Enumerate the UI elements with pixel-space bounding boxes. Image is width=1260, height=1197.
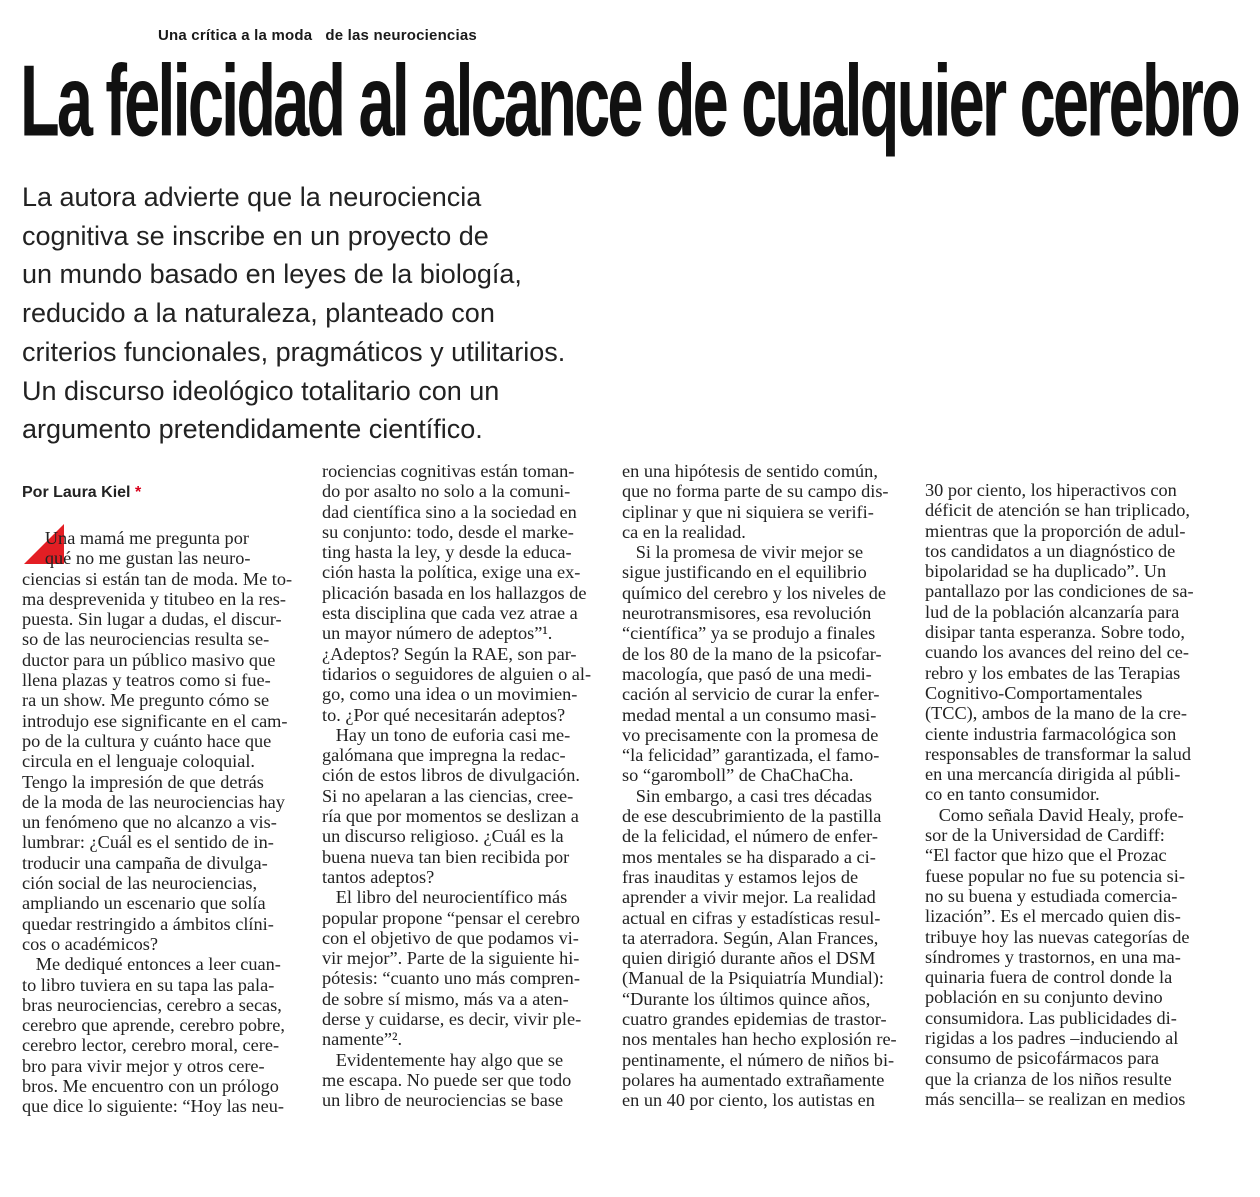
article-line: ta aterradora. Según, Alan Frances, — [622, 927, 879, 948]
article-line: vir mejor”. Parte de la siguiente hi- — [322, 948, 580, 969]
article-line: un libro de neurociencias se base — [322, 1090, 564, 1111]
article-line: más sencilla– se realizan en medios — [925, 1088, 1186, 1109]
article-column-1 — [22, 528, 305, 1117]
lead-line: un mundo basado en leyes de la biología, — [22, 259, 522, 290]
article-column-3 — [622, 461, 905, 1111]
article-line: derse y cuidarse, es decir, vivir ple- — [322, 1009, 582, 1030]
article-line: que no forma parte de su campo dis- — [622, 481, 889, 502]
article-line: bipolaridad se ha duplicado”. Un — [925, 561, 1167, 582]
article-line: cuando los avances del reino del ce- — [925, 642, 1189, 663]
article-line: sigue justificando en el equilibrio — [622, 562, 867, 583]
article-line: macología, que pasó de una medi- — [622, 663, 872, 684]
article-line: pentinamente, el número de niños bi- — [622, 1049, 895, 1070]
article-line: llena plazas y teatros como si fue- — [22, 670, 271, 691]
article-line: en un 40 por ciento, los autistas en — [622, 1090, 875, 1111]
article-line: buena nueva tan bien recibida por — [322, 846, 570, 867]
article-line: Cognitivo-Comportamentales — [925, 682, 1143, 703]
article-line: que la crianza de los niños resulte — [925, 1068, 1172, 1089]
article-line: de la felicidad, el número de enfer- — [622, 826, 878, 847]
article-line: de los 80 de la mano de la psicofar- — [622, 643, 882, 664]
lead-line: cognitiva se inscribe en un proyecto de — [22, 220, 489, 251]
article-line: de ese descubrimiento de la pastilla — [622, 806, 882, 827]
article-line: fras inauditas y estamos lejos de — [622, 866, 859, 887]
article-line: quinaria fuera de control donde la — [925, 967, 1173, 988]
article-line: déficit de atención se han triplicado, — [925, 500, 1190, 521]
article-line: qué no me gustan las neuro- — [22, 548, 251, 569]
article-line: ciencias si están tan de moda. Me to- — [22, 568, 293, 589]
article-line: que dice lo siguiente: “Hoy las neu- — [22, 1096, 284, 1117]
article-line: Si no apelaran a las ciencias, cree- — [322, 785, 574, 806]
article-line: “científica” ya se produjo a finales — [622, 623, 876, 644]
article-line: bro para vivir mejor y otros cere- — [22, 1055, 265, 1076]
article-line: po de la cultura y cuánto hace que — [22, 730, 272, 751]
article-line: síndromes y trastornos, en una ma- — [925, 946, 1181, 967]
article-line: bras neurociencias, cerebro a secas, — [22, 994, 282, 1015]
lead-line: criterios funcionales, pragmáticos y utilitarios. — [22, 336, 566, 367]
article-line: Evidentemente hay algo que se — [322, 1049, 564, 1070]
article-line: sor de la Universidad de Cardiff: — [925, 825, 1165, 846]
article-line: popular propone “pensar el cerebro — [322, 907, 580, 928]
article-line: tos candidatos a un diagnóstico de — [925, 540, 1176, 561]
article-line: lumbrar: ¿Cuál es el sentido de in- — [22, 832, 274, 853]
article-line: ciente industria farmacológica son — [925, 723, 1177, 744]
article-line: ¿Adeptos? Según la RAE, son par- — [322, 643, 577, 664]
article-line: 30 por ciento, los hiperactivos con — [925, 480, 1177, 500]
kicker: Una crítica a la moda de las neurociencias — [158, 27, 477, 44]
article-line: introdujo ese significante en el cam- — [22, 710, 288, 731]
article-line: cerebro lector, cerebro moral, cere- — [22, 1035, 280, 1056]
article-line: aprender a vivir mejor. La realidad — [622, 887, 876, 908]
article-line: quedar restringido a ámbitos clíni- — [22, 913, 274, 934]
lead-paragraph — [22, 178, 632, 449]
article-line: Me dediqué entonces a leer cuan- — [22, 954, 281, 975]
article-line: de la moda de las neurociencias hay — [22, 791, 285, 812]
article-line: fuese popular no fue su potencia si- — [925, 865, 1185, 886]
article-line: Como señala David Healy, profe- — [925, 804, 1184, 825]
article-line: ca en la realidad. — [622, 521, 746, 542]
article-line: cos o académicos? — [22, 933, 159, 954]
article-line: Una mamá me pregunta por — [22, 528, 249, 548]
article-line: cación al servicio de curar la enfer- — [622, 684, 880, 705]
article-line: so “garomboll” de ChaChaCha. — [622, 765, 854, 786]
article-line: (Manual de la Psiquiatría Mundial): — [622, 968, 884, 989]
article-line: pótesis: “cuanto uno más compren- — [322, 968, 580, 989]
article-line: to libro tuviera en su tapa las pala- — [22, 974, 275, 995]
article-line: rociencias cognitivas están toman- — [322, 461, 575, 481]
article-line: consumo de psicofármacos para — [925, 1048, 1160, 1069]
article-line: cerebro que aprende, cerebro pobre, — [22, 1015, 285, 1036]
article-line: do por asalto no solo a la comuni- — [322, 481, 571, 502]
article-line: medad mental a un consumo masi- — [622, 704, 877, 725]
article-line: nos mentales han hecho explosión re- — [622, 1029, 897, 1050]
article-line: ción de estos libros de divulgación. — [322, 765, 580, 786]
article-line: polares ha aumentado extrañamente — [622, 1069, 885, 1090]
article-line: lud de la población alcanzaría para — [925, 601, 1180, 622]
article-line: responsables de transformar la salud — [925, 743, 1192, 764]
article-line: me escapa. No puede ser que todo — [322, 1069, 572, 1090]
article-line: namente”². — [322, 1029, 403, 1050]
article-line: un mayor número de adeptos”¹. — [322, 623, 553, 644]
article-column-2 — [322, 461, 605, 1111]
article-line: de sobre sí mismo, más va a aten- — [322, 988, 569, 1009]
article-line: mos mentales se ha disparado a ci- — [622, 846, 876, 867]
headline-text: La felicidad al alcance de cualquier cerebro — [20, 45, 1238, 158]
article-line: quien dirigió durante años el DSM — [622, 948, 876, 969]
article-line: co en tanto consumidor. — [925, 784, 1100, 805]
article-line: un fenómeno que no alcanzo a vis- — [22, 812, 277, 833]
article-line: “El factor que hizo que el Prozac — [925, 845, 1167, 866]
article-line: rebro y los embates de las Terapias — [925, 662, 1181, 683]
headline — [20, 40, 1240, 180]
article-line: go, como una idea o un movimien- — [322, 684, 578, 705]
article-line: so de las neurociencias resulta se- — [22, 629, 270, 650]
lead-line: argumento pretendidamente científico. — [22, 414, 483, 445]
byline — [22, 484, 141, 502]
article-line: ción social de las neurociencias, — [22, 873, 258, 894]
article-line: ductor para un público masivo que — [22, 649, 276, 670]
article-line: mientras que la proporción de adul- — [925, 520, 1186, 541]
article-line: ría que por momentos se deslizan a — [322, 806, 579, 827]
article-line: (TCC), ambos de la mano de la cre- — [925, 703, 1187, 724]
lead-line: La autora advierte que la neurociencia — [22, 182, 482, 212]
article-line: “la felicidad” garantizada, el famo- — [622, 745, 880, 766]
article-line: disipar tanta esperanza. Sobre todo, — [925, 622, 1185, 643]
article-line: Sin embargo, a casi tres décadas — [622, 785, 872, 806]
article-line: en una mercancía dirigida al públi- — [925, 764, 1181, 785]
article-line: tribuye hoy las nuevas categorías de — [925, 926, 1190, 947]
article-line: vo precisamente con la promesa de — [622, 724, 879, 745]
article-line: dad científica sino a la sociedad en — [322, 501, 577, 522]
article-line: químico del cerebro y los niveles de — [622, 582, 886, 603]
article-line: ciplinar y que ni siquiera se verifi- — [622, 501, 874, 522]
article-line: plicación basada en los hallazgos de — [322, 582, 587, 603]
article-line: Tengo la impresión de que detrás — [22, 771, 264, 792]
article-line: ting hasta la ley, y desde la educa- — [322, 542, 572, 563]
article-line: “Durante los últimos quince años, — [622, 988, 871, 1009]
article-line: neurotransmisores, esa revolución — [622, 603, 872, 624]
article-line: en una hipótesis de sentido común, — [622, 461, 878, 481]
article-line: puesta. Sin lugar a dudas, el discur- — [22, 609, 282, 630]
lead-line: reducido a la naturaleza, planteado con — [22, 298, 495, 329]
byline-footnote-mark: * — [134, 484, 142, 501]
article-line: bros. Me encuentro con un prólogo — [22, 1076, 279, 1097]
article-line: circula en el lenguaje coloquial. — [22, 751, 255, 772]
article-line: ra un show. Me pregunto cómo se — [22, 690, 270, 711]
article-line: tidarios o seguidores de alguien o al- — [322, 663, 592, 684]
article-line: su conjunto: todo, desde el marke- — [322, 521, 574, 542]
article-line: un discurso religioso. ¿Cuál es la — [322, 826, 564, 847]
byline-author: Por Laura Kiel — [22, 484, 131, 501]
article-line: galómana que impregna la redac- — [322, 745, 566, 766]
article-line: El libro del neurocientífico más — [322, 887, 568, 908]
article-line: Si la promesa de vivir mejor se — [622, 542, 864, 563]
article-line: con el objetivo de que podamos vi- — [322, 927, 579, 948]
article-line: Hay un tono de euforia casi me- — [322, 724, 571, 745]
lead-line: Un discurso ideológico totalitario con un — [22, 375, 500, 406]
article-line: tantos adeptos? — [322, 866, 435, 887]
article-line: rigidas a los padres –induciendo al — [925, 1028, 1179, 1049]
article-column-4 — [925, 480, 1208, 1109]
article-line: actual en cifras y estadísticas resul- — [622, 907, 881, 928]
article-line: pantallazo por las condiciones de sa- — [925, 581, 1194, 602]
article-line: cuatro grandes epidemias de trastor- — [622, 1009, 887, 1030]
article-line: no su buena y estudiada comercia- — [925, 885, 1178, 906]
article-line: esta disciplina que cada vez atrae a — [322, 603, 578, 624]
article-line: ampliando un escenario que solía — [22, 893, 266, 914]
article-line: población en su conjunto devino — [925, 987, 1163, 1008]
article-line: troducir una campaña de divulga- — [22, 852, 268, 873]
article-line: ción hasta la política, exige una ex- — [322, 562, 581, 583]
article-line: ma desprevenida y titubeo en la res- — [22, 588, 286, 609]
article-line: consumidora. Las publicidades di- — [925, 1007, 1177, 1028]
article-line: lización”. Es el mercado quien dis- — [925, 906, 1181, 927]
article-line: to. ¿Por qué necesitarán adeptos? — [322, 704, 566, 725]
